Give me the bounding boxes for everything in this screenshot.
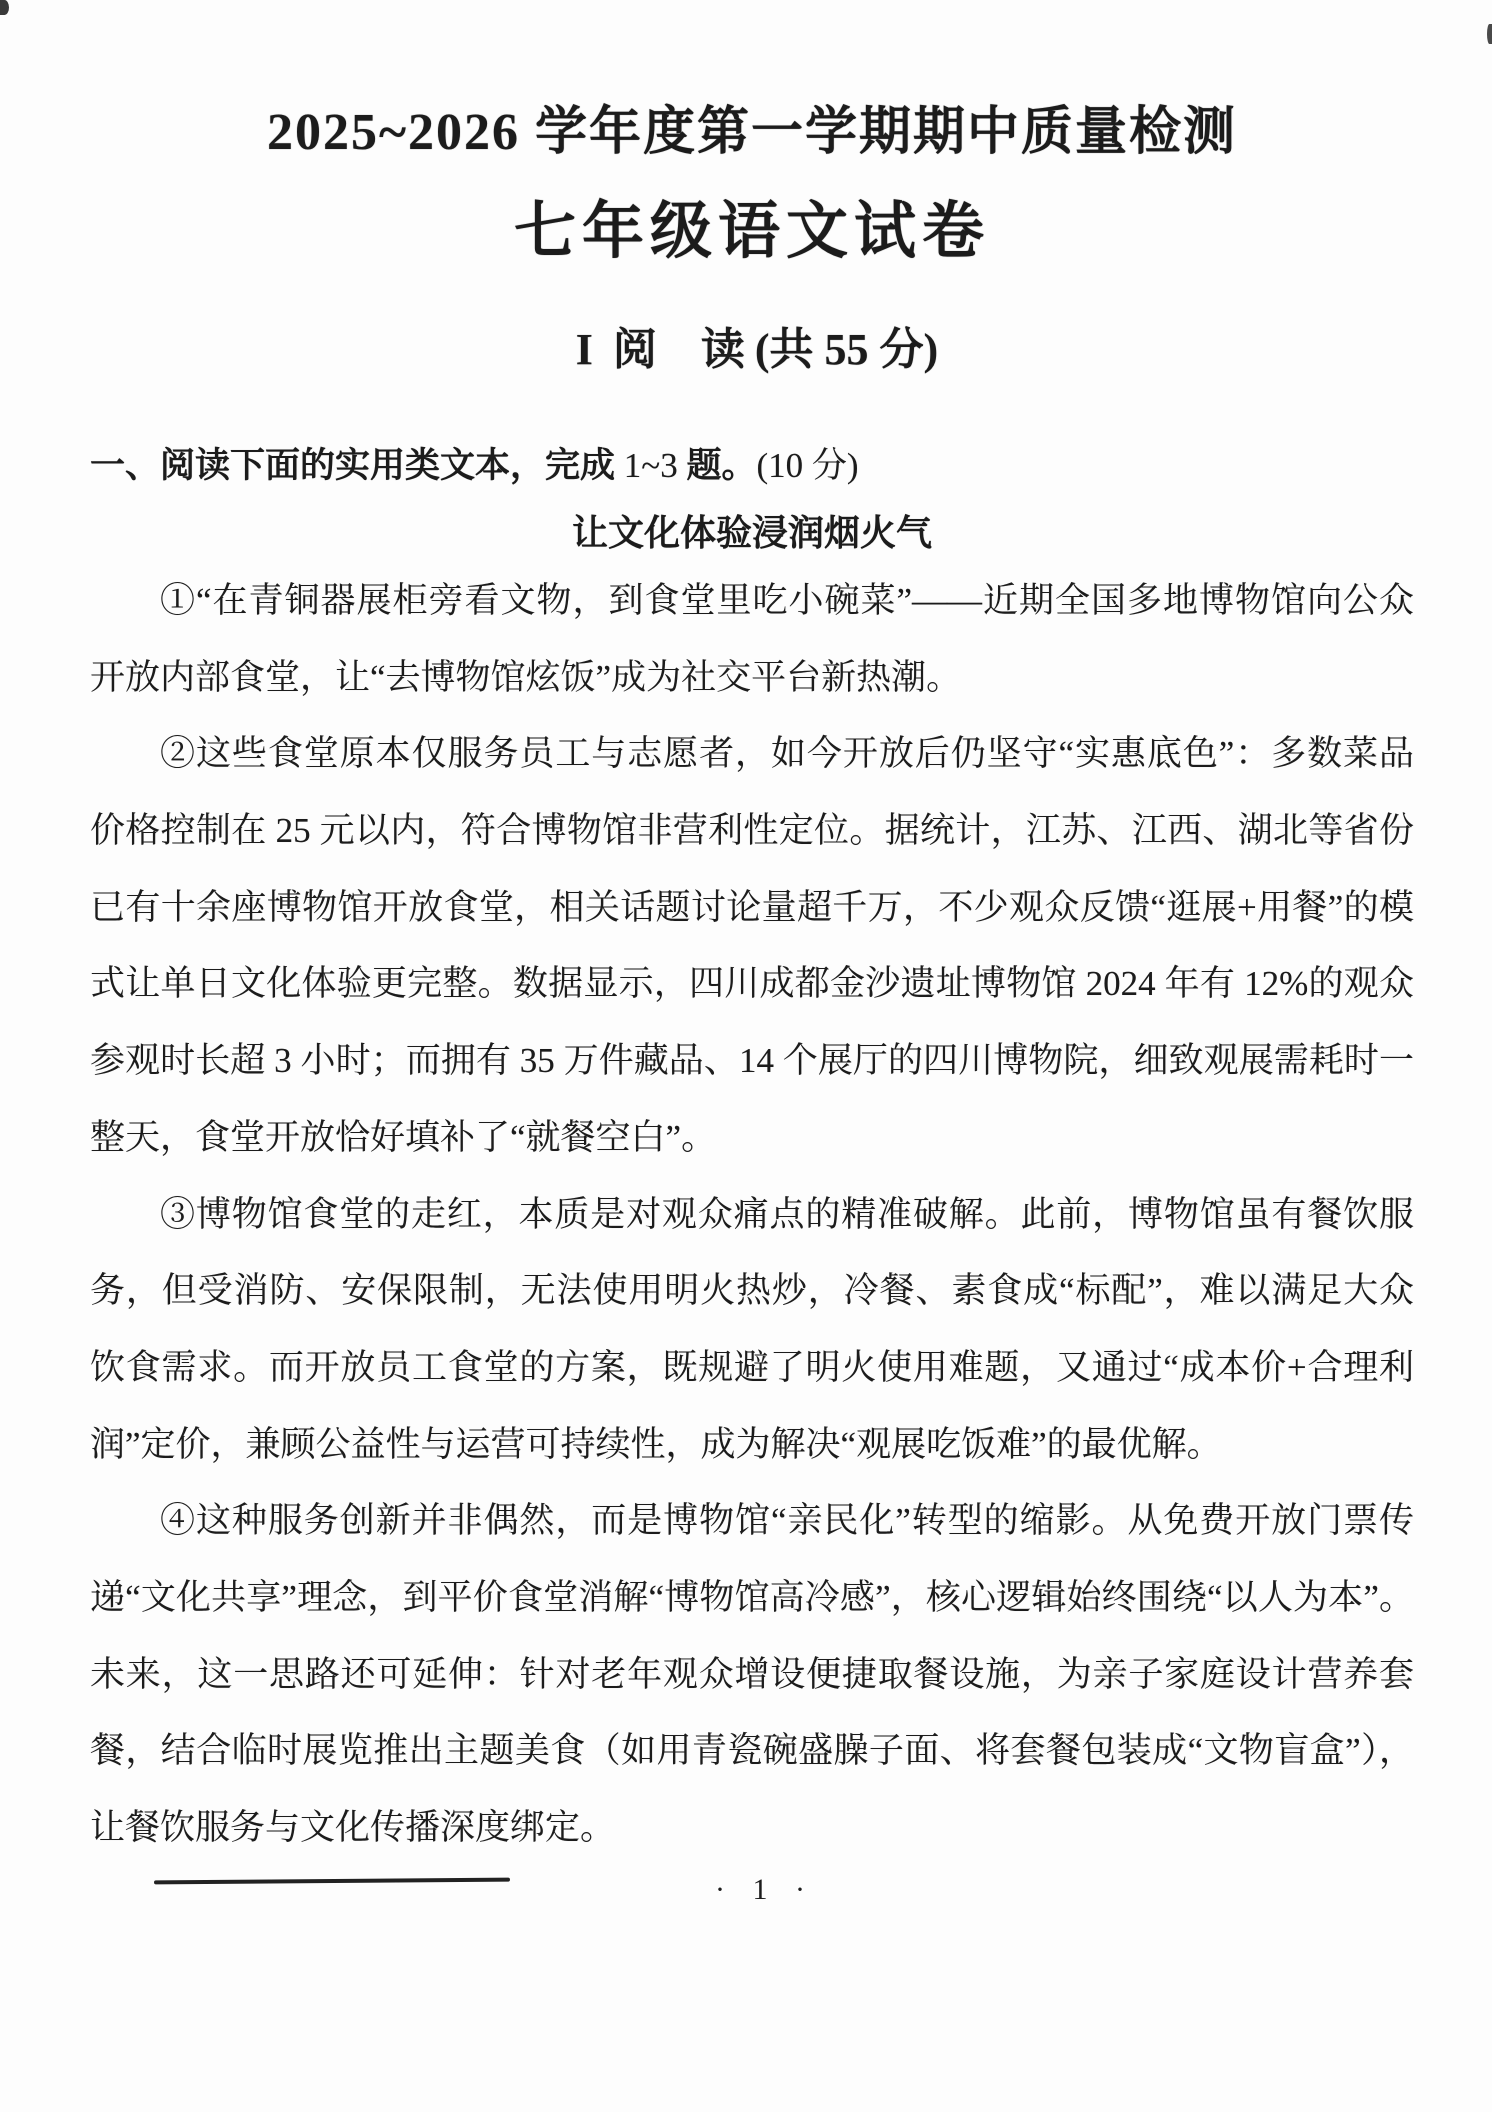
passage-paragraph-3: ③博物馆食堂的走红，本质是对观众痛点的精准破解。此前，博物馆虽有餐饮服务，但受消防、安保限制，无法使用明火热炒，冷餐、素食成“标配”，难以满足大众饮食需求。而开放员工食堂的方案，既规避了明火使用难题，又通过“成本价+合理利润”定价，兼顾公益性与运营可持续性，成为解决“观展吃饭难”的最优解。 — [90, 1194, 1414, 1464]
part-numeral: I — [575, 325, 593, 375]
exam-session-title: 2025~2026 学年度第一学期期中质量检测 — [266, 104, 1238, 161]
part-score: (共 55 分) — [754, 325, 939, 375]
scan-artifact-right-edge — [1487, 24, 1492, 44]
part-reading-label: 阅 读 — [612, 325, 745, 375]
passage-paragraph-1: ①“在青铜器展柜旁看文物，到食堂里吃小碗菜”——近期全国多地博物馆向公众开放内部食堂，让“去博物馆炫饭”成为社交平台新热潮。 — [90, 580, 1414, 697]
passage-paragraph-4: ④这种服务创新并非偶然，而是博物馆“亲民化”转型的缩影。从免费开放门票传递“文化共享”理念，到平价食堂消解“博物馆高冷感”，核心逻辑始终围绕“以人为本”。未来，这一思路还可延伸：针对老年观众增设便捷取餐设施，为亲子家庭设计营养套餐，结合临时展览推出主题美食（如用青瓷碗盛臊子面、将套餐包装成“文物盲盒”），让餐饮服务与文化传播深度绑定。 — [90, 1501, 1414, 1848]
score-label: (10 分) — [756, 445, 859, 485]
scan-artifact-top-left — [0, 0, 9, 15]
instruction-suffix: 题。 — [686, 445, 757, 485]
exam-subject-title: 七年级语文试卷 — [513, 198, 990, 266]
page-number: · 1 · — [715, 1872, 815, 1906]
passage-body — [90, 563, 1414, 1867]
passage-title: 让文化体验浸润烟火气 — [571, 513, 932, 554]
page-footer — [90, 1871, 1414, 1941]
instruction-text: 一、阅读下面的实用类文本，完成 — [90, 445, 616, 485]
part-heading — [90, 321, 1414, 378]
question-one-instruction — [90, 443, 1414, 489]
passage-paragraph-2: ②这些食堂原本仅服务员工与志愿者，如今开放后仍坚守“实惠底色”：多数菜品价格控制在 25 元以内，符合博物馆非营利性定位。据统计，江苏、江西、湖北等省份已有十余座博物馆开放食堂，相关话题讨论量超千万，不少观众反馈“逛展+用餐”的模式让单日文化体验更完整。数据显示，四川成都金沙遗址博物馆 2024 年有 12%的观众参观时长超 3 小时；而拥有 35 万件藏品、14 个展厅的四川博物院，细致观展需耗时一整天，食堂开放恰好填补了“就餐空白”。 — [90, 734, 1414, 1157]
question-range: 1~3 — [623, 445, 678, 485]
